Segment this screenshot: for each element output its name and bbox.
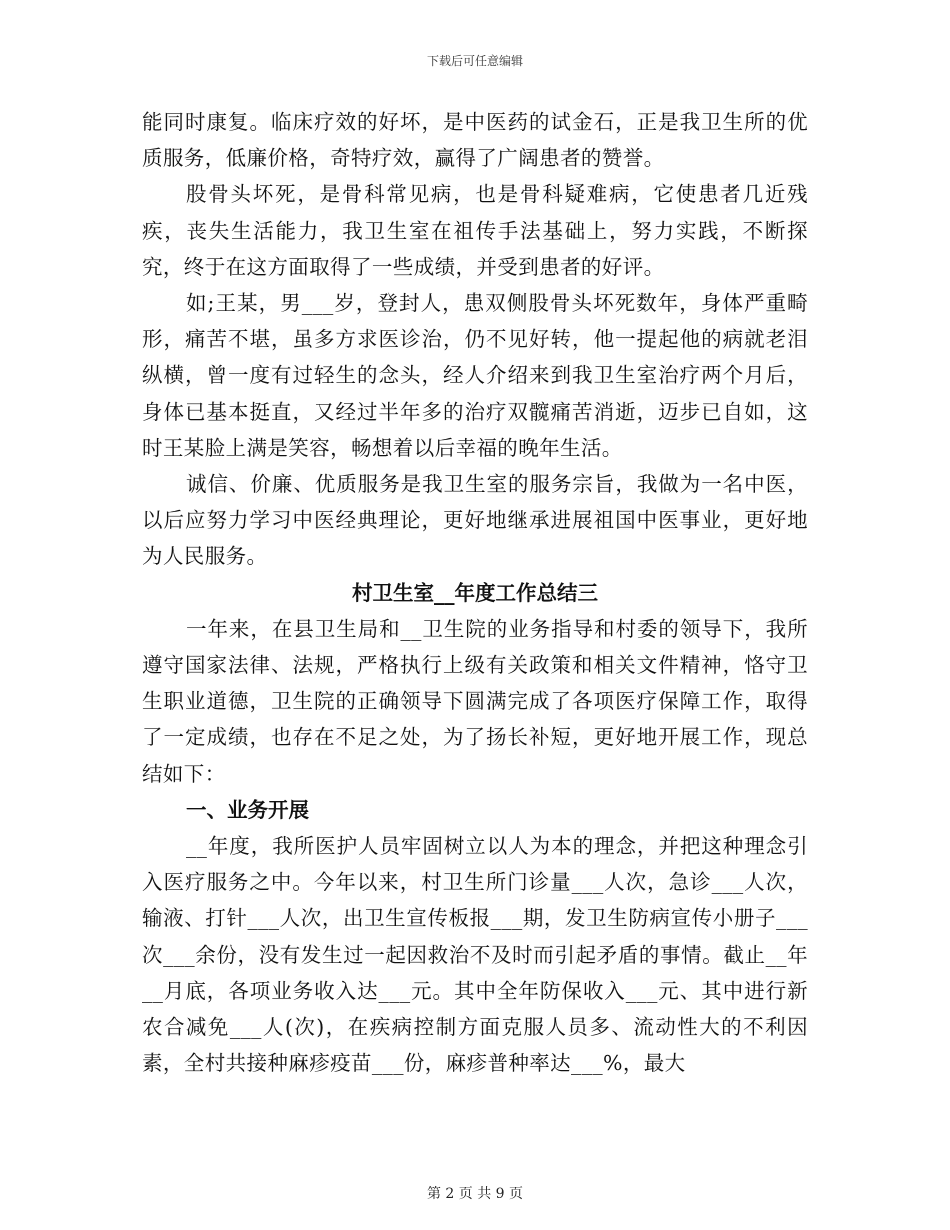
paragraph-1: 能同时康复。临床疗效的好坏，是中医药的试金石，正是我卫生所的优质服务，低廉价格，奇特疗效，赢得了广阔患者的赞誉。 <box>142 110 808 171</box>
paragraph-2: 股骨头坏死，是骨科常见病，也是骨科疑难病，它使患者几近残疾，丧失生活能力，我卫生室在祖传手法基础上，努力实践，不断探究，终于在这方面取得了一些成绩，并受到患者的好评。 <box>142 182 808 279</box>
section-title: 村卫生室__年度工作总结三 <box>352 580 598 605</box>
page-footer: 第 2 页 共 9 页 <box>426 1186 524 1202</box>
subsection-title: 一、业务开展 <box>186 797 309 822</box>
paragraph-6: __年度，我所医护人员牢固树立以人为本的理念，并把这种理念引入医疗服务之中。今年以来，村卫生所门诊量___人次，急诊___人次，输液、打针___人次，出卫生宣传板报___期，发卫生防病宣传小册子___次___余份，没有发生过一起因救治不及时而引起矛盾的事情。截止__年__月底，各项业务收入达___元。其中全年防保收入___元、其中进行新农合减免___人(次)，在疾病控制方面克服人员多、流动性大的不利因素，全村共接种麻疹疫苗___份，麻疹普种率达___%，最大 <box>142 834 808 1076</box>
paragraph-5: 一年来，在县卫生局和__卫生院的业务指导和村委的领导下，我所遵守国家法律、法规，严格执行上级有关政策和相关文件精神，恪守卫生职业道德，卫生院的正确领导下圆满完成了各项医疗保障工作，取得了一定成绩，也存在不足之处，为了扬长补短，更好地开展工作，现总结如下： <box>142 616 808 786</box>
paragraph-4: 诚信、价廉、优质服务是我卫生室的服务宗旨，我做为一名中医，以后应努力学习中医经典理论，更好地继承进展祖国中医事业，更好地为人民服务。 <box>142 472 808 569</box>
document-body <box>142 104 808 1081</box>
paragraph-3: 如;王某，男___岁，登封人，患双侧股骨头坏死数年，身体严重畸形，痛苦不堪，虽多方求医诊治，仍不见好转，他一提起他的病就老泪纵横，曾一度有过轻生的念头，经人介绍来到我卫生室治疗两个月后，身体已基本挺直，又经过半年多的治疗双髋痛苦消逝，迈步已自如，这时王某脸上满是笑容，畅想着以后幸福的晚年生活。 <box>142 291 808 460</box>
page-header: 下载后可任意编辑 <box>426 54 523 68</box>
